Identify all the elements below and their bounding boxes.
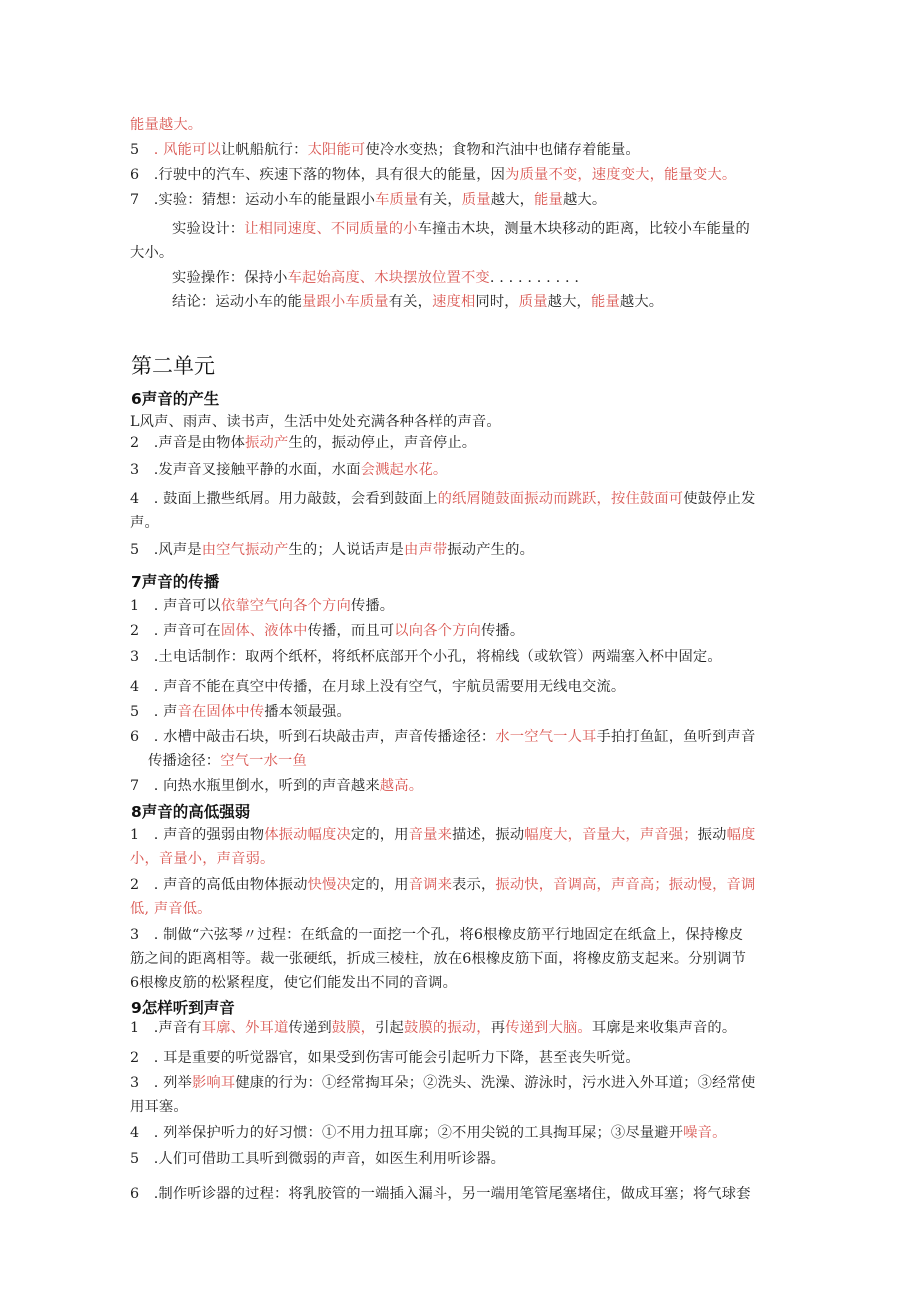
section-line	[130, 489, 755, 509]
section-line	[130, 1018, 736, 1038]
intro-line	[130, 165, 736, 185]
body-text: 传播。	[480, 623, 525, 639]
highlight-text: 固体、液体中	[220, 623, 308, 639]
section-line	[130, 973, 457, 993]
section-line	[130, 899, 212, 919]
body-text: 5 .人们可借助工具听到微弱的声音，如医生利用听诊器。	[130, 1151, 506, 1167]
section-line	[130, 412, 501, 432]
body-text: 4 . 声音不能在真空中传播，在月球上没有空气，宇航员需要用无线电交流。	[130, 679, 626, 695]
highlight-text: 车质量	[375, 192, 419, 208]
section-line	[130, 1048, 640, 1068]
intro-line	[130, 190, 606, 210]
highlight-text: 鼓膜的振动，	[404, 1020, 491, 1036]
highlight-text: 质量	[518, 294, 548, 310]
body-text: 筋之间的距离相等。裁一张硬纸，折成三棱柱，放在6根橡皮筋下面，将橡皮筋支起来。分别调节	[130, 951, 747, 967]
body-text: 定的，用	[350, 827, 409, 843]
highlight-text: 传递到大脑。	[505, 1020, 592, 1036]
body-text: 描述，振动	[452, 827, 525, 843]
body-text: 振动	[697, 827, 727, 843]
intro-line	[130, 115, 202, 135]
highlight-text: 会溅起水花。	[360, 462, 448, 478]
body-text: 使鼓停止发	[683, 491, 756, 507]
body-text: 越大。	[619, 294, 664, 310]
highlight-text: 音量来	[408, 827, 453, 843]
section-line	[130, 513, 159, 533]
unit-title: 第二单元	[131, 354, 215, 378]
intro-line	[130, 243, 173, 263]
highlight-text: 速度相	[432, 294, 476, 310]
body-text: 7 .实验：猜想：运动小车的能量跟小	[130, 192, 376, 208]
intro-line	[172, 268, 579, 288]
highlight-text: 耳廓、外耳道	[201, 1020, 289, 1036]
body-text: 用耳塞。	[130, 1099, 188, 1115]
body-text: 有关，	[418, 192, 462, 208]
highlight-text: 为质量不变，速度变大，能量变大。	[505, 167, 737, 183]
body-text: 6 .制作听诊器的过程：将乳胶管的一端插入漏斗，另一端用笔管尾塞堵住，做成耳塞；将气球套	[130, 1186, 751, 1202]
body-text: 定的，用	[350, 877, 409, 893]
highlight-text: 质量	[461, 192, 491, 208]
section-line	[130, 540, 534, 560]
highlight-text: 能量	[591, 294, 620, 310]
highlight-text: 太阳能可	[307, 142, 366, 158]
body-text: 6 . 水槽中敲击石块，听到石块敲击声，声音传播途径：	[130, 729, 496, 745]
body-text: 6根橡皮筋的松紧程度，使它们能发出不同的音调。	[130, 975, 458, 991]
section-line	[130, 702, 351, 722]
body-text: 大小。	[130, 245, 174, 261]
highlight-text: 车起始高度、木块摆放位置不变	[287, 270, 490, 286]
section-line	[130, 1123, 727, 1143]
highlight-text: 以向各个方向	[394, 623, 481, 639]
body-text: 越大。	[562, 192, 607, 208]
body-text: 表示，	[452, 877, 496, 893]
highlight-text: 振动快，音调高，声音高；振动慢，音调	[495, 877, 756, 893]
section-line	[130, 875, 755, 895]
highlight-text: 能量	[534, 192, 563, 208]
highlight-text: 量跟小车质量	[302, 294, 389, 310]
body-text: 同时，	[475, 294, 519, 310]
body-text: 声。	[130, 515, 159, 531]
highlight-text: 音调来	[408, 877, 453, 893]
body-text: 结论：运动小车的能	[172, 294, 303, 310]
body-text: 手拍打鱼缸，鱼听到声音	[596, 729, 756, 745]
body-text: 实验设计：	[172, 221, 245, 237]
section-line	[130, 1073, 755, 1093]
section-line	[130, 1097, 188, 1117]
section-line	[130, 1149, 505, 1169]
section-line	[130, 460, 447, 480]
body-text: 2 . 声音的高低由物体振动	[130, 877, 308, 893]
body-text: 4 . 鼓面上撒些纸屑。用力敲鼓，会看到鼓面上	[130, 491, 438, 507]
body-text: 播本领最强。	[264, 704, 351, 720]
body-text: 2 .声音是由物体	[130, 435, 246, 451]
highlight-text: 体振动幅度决	[264, 827, 351, 843]
body-text: 振动产生的。	[447, 542, 535, 558]
body-text: 传播途径：	[148, 753, 221, 769]
body-text: 生的；人说话声是	[288, 542, 404, 558]
body-text: 3 . 制做“六弦琴〃过程：在纸盒的一面挖一个孔，将6根橡皮筋平行地固定在纸盒上，保持橡皮	[130, 927, 744, 943]
intro-line	[172, 292, 663, 312]
section-title: 9怎样听到声音	[131, 999, 235, 1017]
body-text: 越大，	[547, 294, 591, 310]
highlight-text: 幅度大，音量大，声音强；	[524, 827, 698, 843]
body-text: 5 . 声	[130, 704, 178, 720]
highlight-text: 的纸屑随鼓面振动而跳跃，按住鼓面可	[437, 491, 684, 507]
section-line	[130, 647, 722, 667]
section-line	[130, 727, 755, 747]
body-text: 实验操作：保持小	[172, 270, 288, 286]
body-text: 让帆船航行：	[220, 142, 308, 158]
section-line	[130, 1184, 751, 1204]
section-title: 8声音的高低强弱	[131, 803, 251, 821]
section-line	[130, 433, 476, 453]
body-text: 健康的行为：①经常掏耳朵；②洗头、洗澡、游泳时，污水进入外耳道；③经常使	[235, 1075, 756, 1091]
highlight-text: 让相同速度、不同质量的小	[244, 221, 418, 237]
highlight-text: 快慢决	[307, 877, 351, 893]
section-line	[148, 751, 307, 771]
body-text: 2 . 声音可在	[130, 623, 221, 639]
section-line	[130, 925, 743, 945]
section-title: 7声音的传播	[131, 573, 220, 591]
body-text: 传递到	[288, 1020, 332, 1036]
section-line	[130, 825, 755, 845]
section-line	[130, 596, 394, 616]
highlight-text: 小，音量小，声音弱。	[130, 851, 275, 867]
section-line	[130, 621, 524, 641]
highlight-text: 鼓膜，	[331, 1020, 376, 1036]
body-text: 生的，振动停止，声音停止。	[288, 435, 477, 451]
highlight-text: 越高。	[379, 778, 424, 794]
highlight-text: 由空气振动产	[201, 542, 289, 558]
body-text: 车撞击木块，测量木块移动的距离，比较小车能量的	[417, 221, 750, 237]
highlight-text: 依靠空气向各个方向	[220, 598, 351, 614]
section-line	[130, 677, 625, 697]
body-text: 有关，	[388, 294, 433, 310]
section-title: 6声音的产生	[131, 390, 220, 408]
intro-line	[172, 219, 750, 239]
highlight-text: 影响耳	[191, 1075, 236, 1091]
body-text: 3 .发声音叉接触平静的水面，水面	[130, 462, 361, 478]
body-text: 使冷水变热；食物和汽油中也储存着能量。	[365, 142, 640, 158]
body-text: 耳廓是来收集声音的。	[591, 1020, 737, 1036]
highlight-text: 振动产	[245, 435, 289, 451]
section-line	[130, 949, 746, 969]
body-text: 引起	[375, 1020, 405, 1036]
body-text: 5	[130, 142, 154, 158]
highlight-text: 水一空气一人耳	[495, 729, 597, 745]
body-text: 越大，	[490, 192, 535, 208]
highlight-text: 低, 声音低。	[130, 901, 212, 917]
body-text: 4 . 列举保护听力的好习惯：①不用力扭耳廓；②不用尖锐的工具掏耳屎；③尽量避开	[130, 1125, 684, 1141]
body-text: 3 . 列举	[130, 1075, 192, 1091]
highlight-text: . 风能可以	[153, 142, 221, 158]
highlight-text: 空气一水一鱼	[220, 753, 307, 769]
highlight-text: 噪音。	[683, 1125, 727, 1141]
body-text: 3 .土电话制作：取两个纸杯，将纸杯底部开个小孔，将棉线（或软管）两端塞入杯中固定。	[130, 649, 722, 665]
body-text: 再	[490, 1020, 506, 1036]
highlight-text: 音在固体中传	[177, 704, 265, 720]
highlight-text: 由声带	[404, 542, 448, 558]
highlight-text: 幅度	[726, 827, 756, 843]
body-text: 5 .风声是	[130, 542, 202, 558]
section-line	[130, 776, 423, 796]
body-text: 1 . 声音的强弱由物	[130, 827, 265, 843]
body-text: 1 . 声音可以	[130, 598, 221, 614]
intro-line	[130, 140, 640, 160]
highlight-text: 能量越大。	[130, 117, 203, 133]
body-text: . . . . . . . . . .	[489, 270, 580, 286]
body-text: 传播。	[350, 598, 395, 614]
body-text: 传播，而且可	[307, 623, 395, 639]
body-text: 2 . 耳是重要的听觉器官，如果受到伤害可能会引起听力下降，甚至丧失听觉。	[130, 1050, 640, 1066]
section-line	[130, 849, 274, 869]
body-text: L风声、雨声、读书声，生活中处处充满各种各样的声音。	[130, 414, 501, 430]
body-text: 7 . 向热水瓶里倒水，听到的声音越来	[130, 778, 380, 794]
body-text: 6 .行驶中的汽车、疾速下落的物体，具有很大的能量，因	[130, 167, 506, 183]
body-text: 1 .声音有	[130, 1020, 202, 1036]
